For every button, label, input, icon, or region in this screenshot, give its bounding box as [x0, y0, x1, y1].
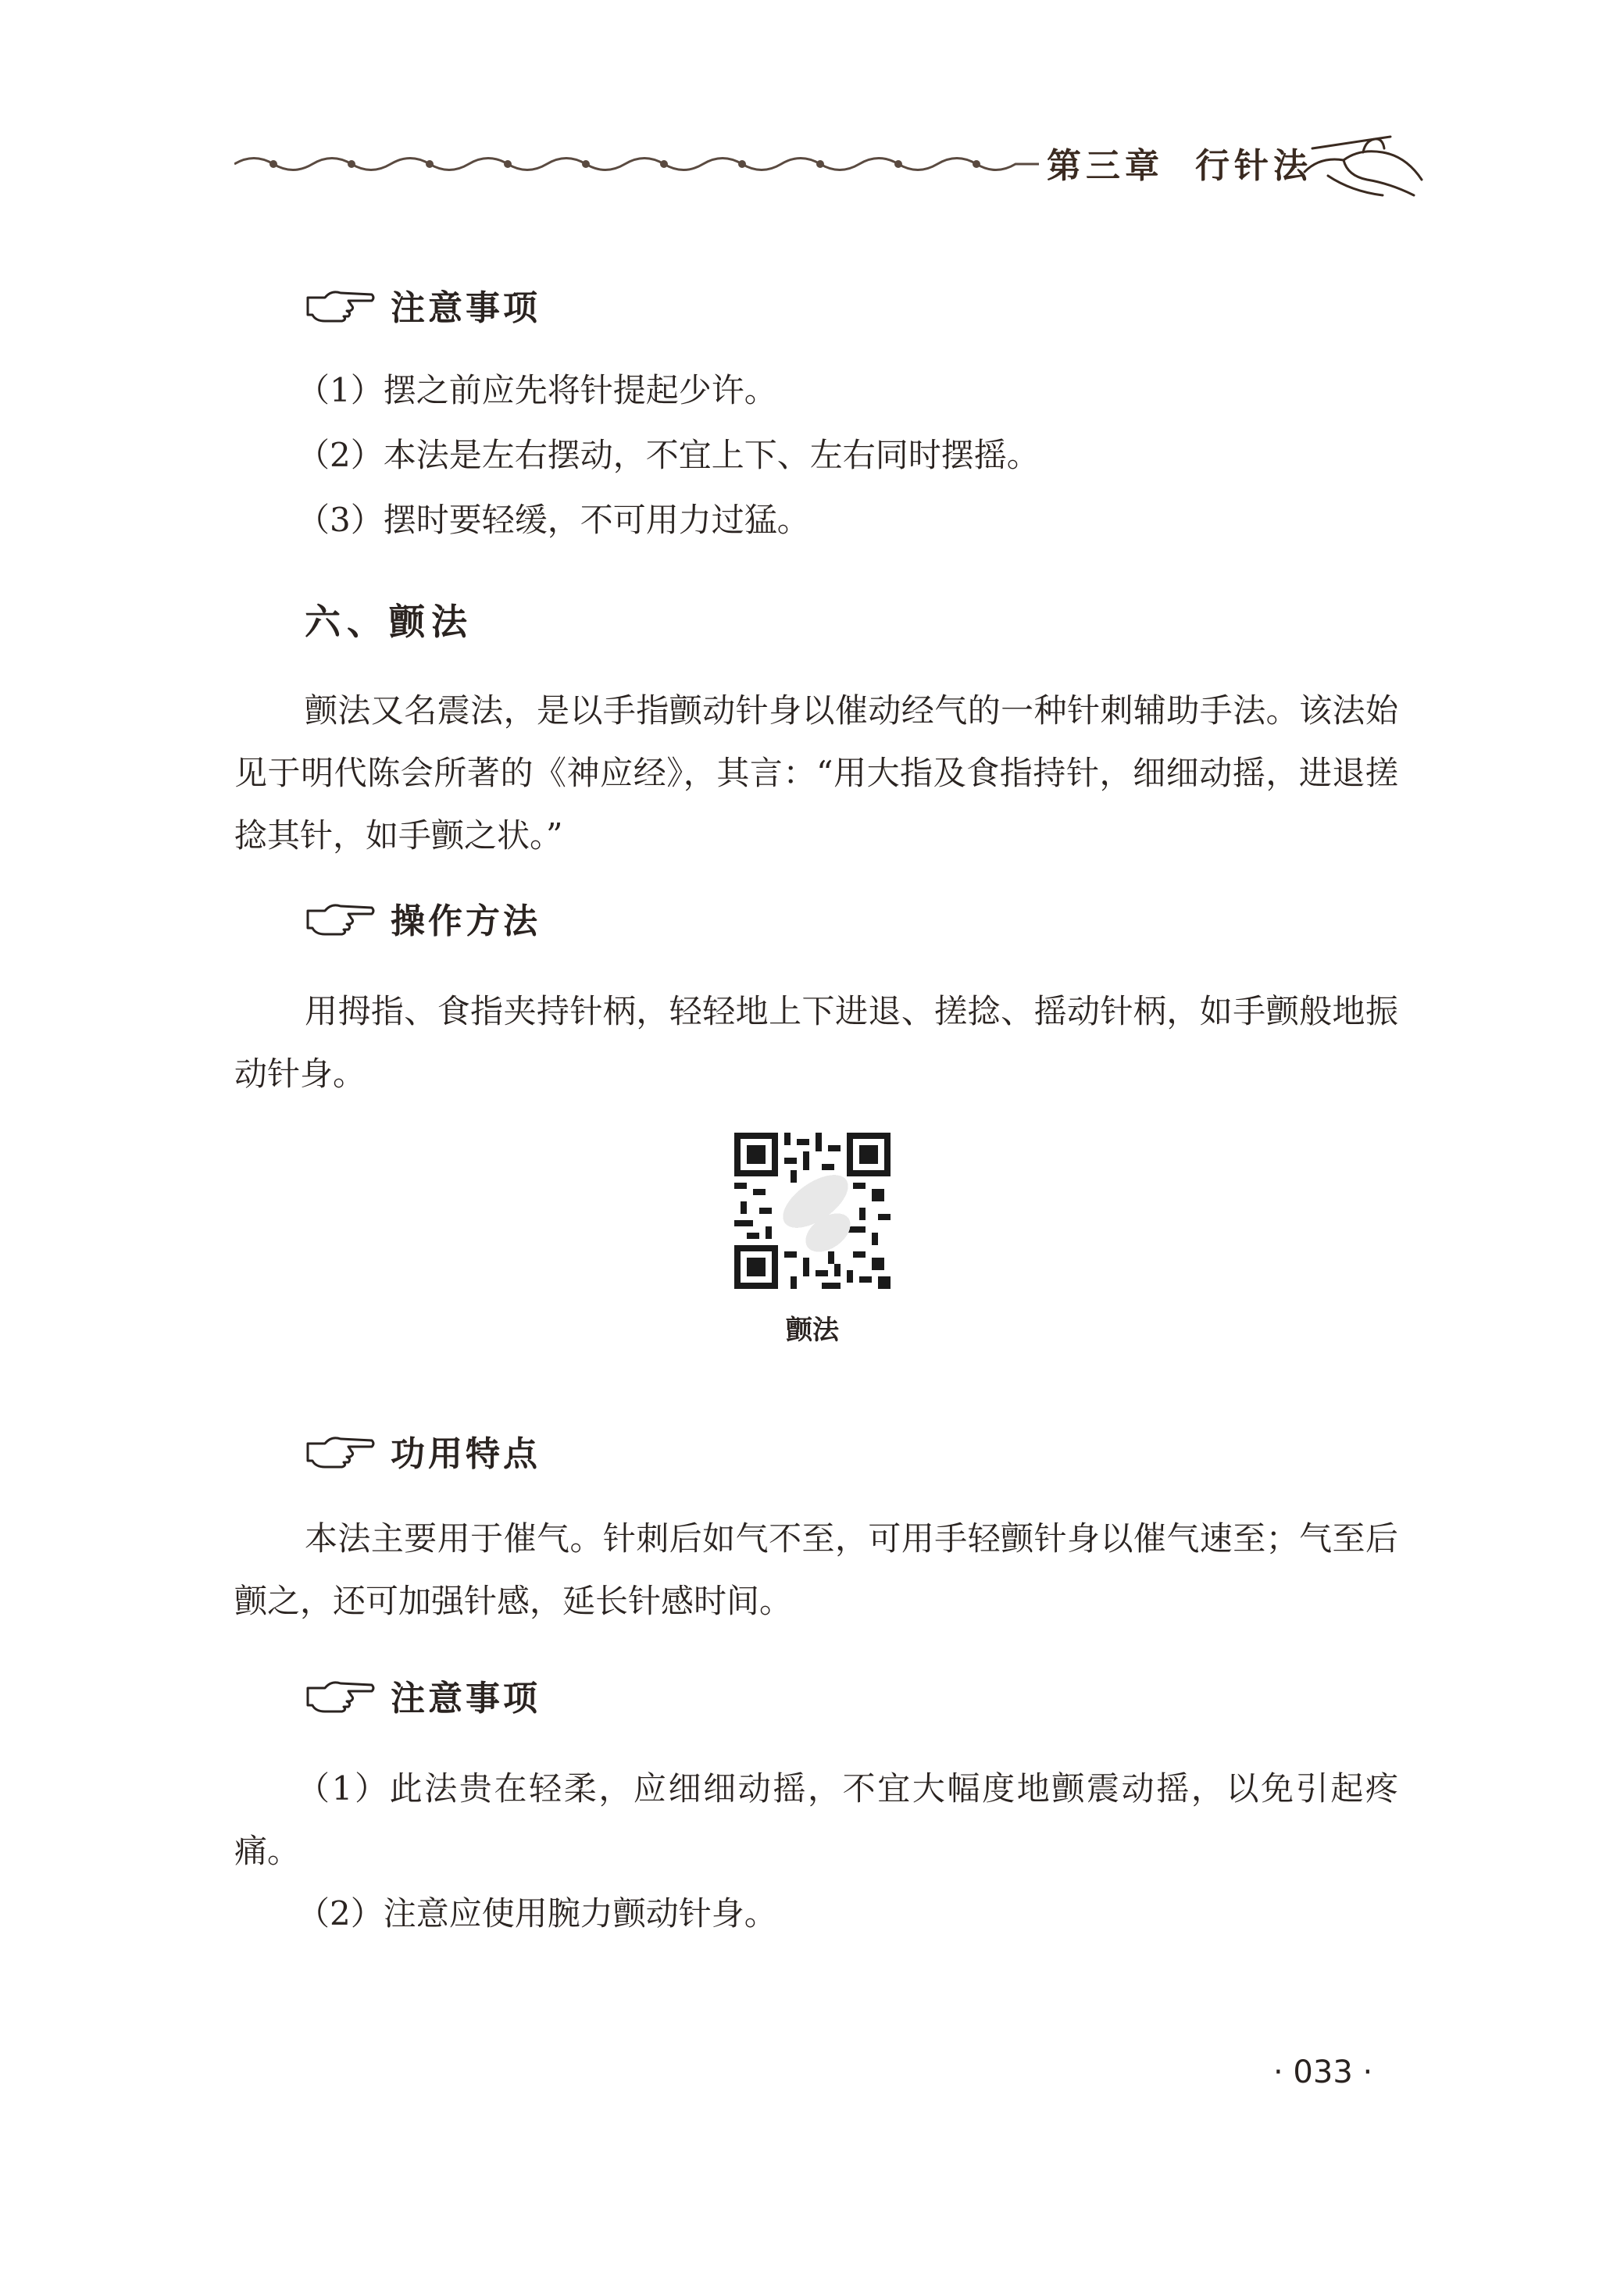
page-number: · 033 · [1273, 2054, 1373, 2090]
note2-item-1: （1）此法贵在轻柔，应细细动摇，不宜大幅度地颤震动摇，以免引起疼痛。 [234, 1769, 1398, 1870]
notes-subhead-2-text: 注意事项 [391, 1679, 541, 1719]
pointing-hand-icon [305, 285, 377, 324]
pointing-hand-holding-needle-icon [1297, 117, 1429, 211]
notes-subhead-2 [305, 1668, 541, 1722]
header-chapter-title [1047, 137, 1312, 187]
note-item-3: （3）摆时要轻缓，不可用力过猛。 [297, 501, 810, 539]
operation-subhead [305, 891, 541, 945]
header-title-text: 行针法 [1195, 146, 1312, 186]
header-chapter: 第三章 [1047, 146, 1164, 186]
section-title: 六、颤法 [305, 601, 473, 643]
feature-subhead-text: 功用特点 [391, 1434, 541, 1474]
header-ornament-border [234, 148, 1039, 180]
qr-code[interactable] [734, 1133, 891, 1289]
note-item-1: （1）摆之前应先将针提起少许。 [297, 371, 777, 409]
pointing-hand-icon [305, 1676, 377, 1715]
qr-caption: 颤法 [786, 1315, 839, 1346]
intro-paragraph: 颤法又名震法，是以手指颤动针身以催动经气的一种针刺辅助手法。该法始见于明代陈会所著的《神应经》，其言：“用大指及食指持针，细细动摇，进退搓捻其针，如手颤之状。” [234, 691, 1398, 855]
note2-item-2: （2）注意应使用腕力颤动针身。 [297, 1894, 777, 1933]
feature-paragraph: 本法主要用于催气。针刺后如气不至，可用手轻颤针身以催气速至；气至后颤之，还可加强针感，延长针感时间。 [234, 1519, 1398, 1620]
note-item-2: （2）本法是左右摆动，不宜上下、左右同时摆摇。 [297, 436, 1040, 474]
notes-subhead-1 [305, 277, 541, 332]
operation-paragraph: 用拇指、食指夹持针柄，轻轻地上下进退、搓捻、摇动针柄，如手颤般地振动针身。 [234, 992, 1398, 1093]
running-header [234, 117, 1429, 211]
pointing-hand-icon [305, 898, 377, 937]
feature-subhead [305, 1423, 541, 1478]
pointing-hand-icon [305, 1431, 377, 1470]
notes-subhead-1-text: 注意事项 [391, 288, 541, 328]
operation-subhead-text: 操作方法 [391, 901, 541, 941]
